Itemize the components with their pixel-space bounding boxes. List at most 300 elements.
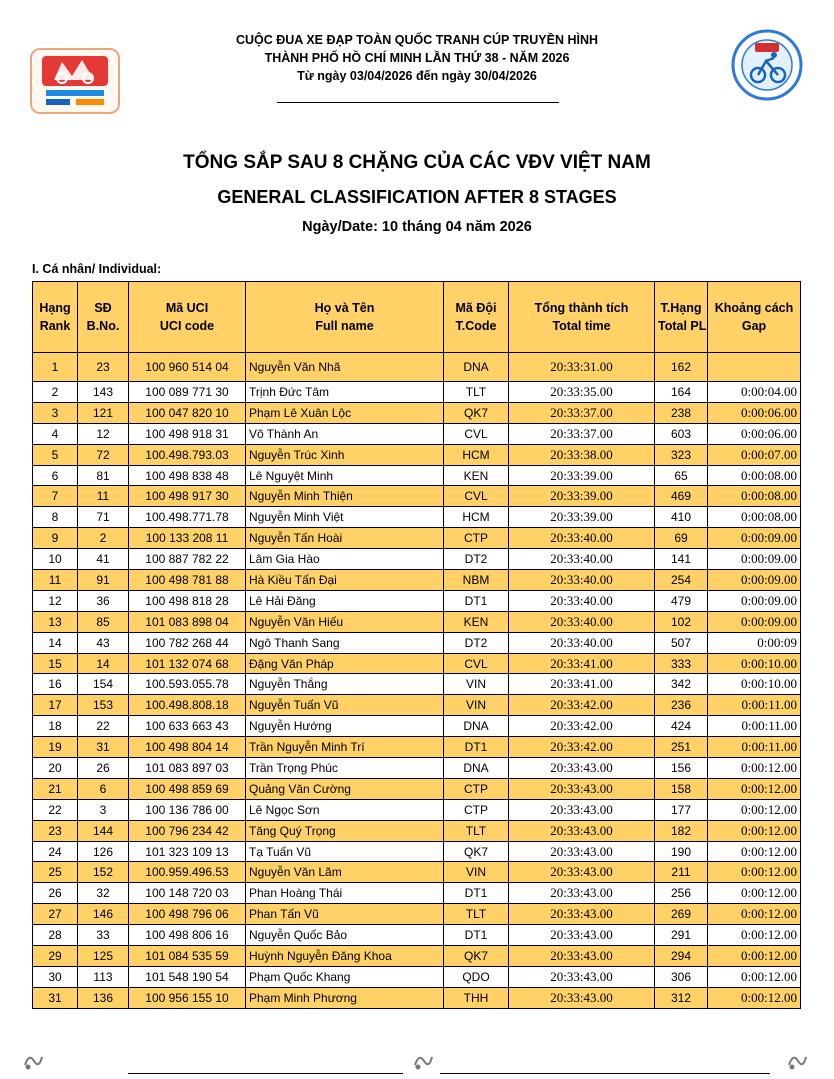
cell-total-pl: 424: [655, 716, 708, 737]
cell-uci-code: 101 083 898 04: [129, 611, 246, 632]
table-row: [33, 778, 801, 799]
cell-total-pl: 256: [655, 883, 708, 904]
cell-name: Đặng Văn Pháp: [246, 653, 444, 674]
col-team-code: Mã Đội T.Code: [444, 282, 509, 353]
cell-gap: 0:00:12.00: [708, 841, 801, 862]
cell-team: QK7: [444, 841, 509, 862]
cell-gap: 0:00:09.00: [708, 528, 801, 549]
cell-name: Nguyễn Thắng: [246, 674, 444, 695]
cell-total-pl: 294: [655, 946, 708, 967]
cell-gap: 0:00:12.00: [708, 820, 801, 841]
cell-total-pl: 158: [655, 778, 708, 799]
cell-team: DT2: [444, 632, 509, 653]
cell-bib: 11: [78, 486, 129, 507]
cell-team: CTP: [444, 799, 509, 820]
col-bib: SĐ B.No.: [78, 282, 129, 353]
cell-total-time: 20:33:40.00: [509, 570, 655, 591]
cell-uci-code: 100 498 818 28: [129, 590, 246, 611]
cell-bib: 153: [78, 695, 129, 716]
cell-uci-code: 101 084 535 59: [129, 946, 246, 967]
cell-team: DNA: [444, 716, 509, 737]
cell-uci-code: 100 796 234 42: [129, 820, 246, 841]
col-uci-code: Mã UCI UCI code: [129, 282, 246, 353]
cell-total-pl: 507: [655, 632, 708, 653]
cell-total-time: 20:33:40.00: [509, 549, 655, 570]
cell-gap: 0:00:10.00: [708, 653, 801, 674]
cell-rank: 23: [33, 820, 78, 841]
cell-name: Nguyễn Hướng: [246, 716, 444, 737]
cell-total-time: 20:33:43.00: [509, 966, 655, 987]
cell-team: TLT: [444, 820, 509, 841]
cell-gap: 0:00:12.00: [708, 925, 801, 946]
cell-name: Nguyễn Tấn Hoài: [246, 528, 444, 549]
cell-uci-code: 100 089 771 30: [129, 382, 246, 403]
table-row: [33, 987, 801, 1008]
cell-total-time: 20:33:43.00: [509, 778, 655, 799]
cell-total-time: 20:33:42.00: [509, 695, 655, 716]
cell-rank: 20: [33, 758, 78, 779]
cell-uci-code: 101 548 190 54: [129, 966, 246, 987]
cell-team: DT1: [444, 590, 509, 611]
section-label: I. Cá nhân/ Individual:: [32, 262, 162, 276]
cell-bib: 144: [78, 820, 129, 841]
cell-team: KEN: [444, 465, 509, 486]
cell-rank: 9: [33, 528, 78, 549]
cell-uci-code: 100 136 786 00: [129, 799, 246, 820]
cell-total-pl: 479: [655, 590, 708, 611]
cell-name: Lâm Gia Hào: [246, 549, 444, 570]
cell-name: Huỳnh Nguyễn Đăng Khoa: [246, 946, 444, 967]
cell-total-time: 20:33:39.00: [509, 465, 655, 486]
cell-name: Phạm Minh Phương: [246, 987, 444, 1008]
table-row: [33, 925, 801, 946]
table-row: [33, 549, 801, 570]
cell-total-pl: 312: [655, 987, 708, 1008]
cell-rank: 17: [33, 695, 78, 716]
table-row: [33, 486, 801, 507]
cell-rank: 10: [33, 549, 78, 570]
cell-bib: 33: [78, 925, 129, 946]
cell-bib: 125: [78, 946, 129, 967]
cell-uci-code: 100 633 663 43: [129, 716, 246, 737]
cell-team: CTP: [444, 528, 509, 549]
cell-gap: 0:00:11.00: [708, 737, 801, 758]
cell-gap: 0:00:09.00: [708, 549, 801, 570]
col-rank: Hạng Rank: [33, 282, 78, 353]
table-row: [33, 382, 801, 403]
cell-total-time: 20:33:43.00: [509, 904, 655, 925]
footer-logo-center: [412, 1050, 434, 1072]
cell-uci-code: 100.593.055.78: [129, 674, 246, 695]
table-row: [33, 528, 801, 549]
page-title-en: GENERAL CLASSIFICATION AFTER 8 STAGES: [217, 187, 617, 207]
cell-name: Nguyễn Tuấn Vũ: [246, 695, 444, 716]
cell-team: HCM: [444, 507, 509, 528]
table-row: [33, 353, 801, 382]
table-row: [33, 465, 801, 486]
table-row: [33, 716, 801, 737]
cell-rank: 27: [33, 904, 78, 925]
cell-rank: 22: [33, 799, 78, 820]
table-row: [33, 653, 801, 674]
cell-rank: 30: [33, 966, 78, 987]
cell-total-pl: 190: [655, 841, 708, 862]
cell-total-pl: 333: [655, 653, 708, 674]
footer-line-left: [128, 1073, 403, 1074]
table-row: [33, 590, 801, 611]
cell-team: DT1: [444, 883, 509, 904]
cell-uci-code: 100.498.793.03: [129, 444, 246, 465]
cell-team: DNA: [444, 758, 509, 779]
cell-name: Nguyễn Quốc Bảo: [246, 925, 444, 946]
cell-name: Lê Nguyệt Minh: [246, 465, 444, 486]
cell-name: Nguyễn Trúc Xinh: [246, 444, 444, 465]
cell-gap: 0:00:11.00: [708, 716, 801, 737]
cell-bib: 12: [78, 423, 129, 444]
cell-bib: 43: [78, 632, 129, 653]
cell-total-time: 20:33:42.00: [509, 716, 655, 737]
cell-bib: 126: [78, 841, 129, 862]
cell-rank: 28: [33, 925, 78, 946]
cell-total-time: 20:33:43.00: [509, 987, 655, 1008]
cell-team: DNA: [444, 353, 509, 382]
table-row: [33, 695, 801, 716]
cell-total-pl: 102: [655, 611, 708, 632]
cell-total-time: 20:33:42.00: [509, 737, 655, 758]
cell-rank: 4: [33, 423, 78, 444]
col-total-time: Tổng thành tích Total time: [509, 282, 655, 353]
cell-name: Ngô Thanh Sang: [246, 632, 444, 653]
cell-name: Hà Kiều Tấn Đại: [246, 570, 444, 591]
cell-bib: 81: [78, 465, 129, 486]
cell-team: CTP: [444, 778, 509, 799]
cell-bib: 143: [78, 382, 129, 403]
cell-total-pl: 164: [655, 382, 708, 403]
cell-name: Phan Hoàng Thái: [246, 883, 444, 904]
cell-team: VIN: [444, 674, 509, 695]
cell-gap: 0:00:10.00: [708, 674, 801, 695]
cell-uci-code: 100 960 514 04: [129, 353, 246, 382]
cell-gap: 0:00:04.00: [708, 382, 801, 403]
page-title-vi: TỔNG SẮP SAU 8 CHẶNG CỦA CÁC VĐV VIỆT NAM: [183, 152, 651, 173]
cell-bib: 6: [78, 778, 129, 799]
cell-rank: 13: [33, 611, 78, 632]
cell-total-pl: 323: [655, 444, 708, 465]
cell-gap: 0:00:12.00: [708, 904, 801, 925]
cell-team: TLT: [444, 382, 509, 403]
cell-gap: 0:00:12.00: [708, 966, 801, 987]
cell-rank: 5: [33, 444, 78, 465]
event-subtitle: THÀNH PHỐ HỒ CHÍ MINH LẦN THỨ 38 - NĂM 2026: [264, 51, 570, 65]
table-body: [33, 353, 801, 1009]
cell-total-pl: 65: [655, 465, 708, 486]
col-total-pl: T.Hạng Total PL: [655, 282, 708, 353]
cell-bib: 72: [78, 444, 129, 465]
cell-bib: 146: [78, 904, 129, 925]
cell-uci-code: 100 047 820 10: [129, 402, 246, 423]
cell-rank: 1: [33, 353, 78, 382]
cell-uci-code: 100.959.496.53: [129, 862, 246, 883]
cell-bib: 14: [78, 653, 129, 674]
cell-total-time: 20:33:41.00: [509, 674, 655, 695]
table-row: [33, 883, 801, 904]
cell-uci-code: 100 498 781 88: [129, 570, 246, 591]
table-row: [33, 444, 801, 465]
cell-total-time: 20:33:31.00: [509, 353, 655, 382]
cell-total-pl: 410: [655, 507, 708, 528]
event-dates: Từ ngày 03/04/2026 đến ngày 30/04/2026: [297, 69, 537, 83]
footer-logo-left: [22, 1050, 44, 1072]
cell-rank: 3: [33, 402, 78, 423]
table-row: [33, 674, 801, 695]
table-row: [33, 507, 801, 528]
cell-name: Tăng Quý Trọng: [246, 820, 444, 841]
cell-total-pl: 236: [655, 695, 708, 716]
cell-uci-code: 100 133 208 11: [129, 528, 246, 549]
cell-total-time: 20:33:40.00: [509, 632, 655, 653]
cell-total-time: 20:33:43.00: [509, 883, 655, 904]
cell-uci-code: 100 498 859 69: [129, 778, 246, 799]
cell-bib: 152: [78, 862, 129, 883]
cell-uci-code: 100 498 796 06: [129, 904, 246, 925]
cell-total-time: 20:33:35.00: [509, 382, 655, 403]
table-row: [33, 966, 801, 987]
cell-uci-code: 100 887 782 22: [129, 549, 246, 570]
cell-rank: 14: [33, 632, 78, 653]
cell-gap: 0:00:12.00: [708, 946, 801, 967]
cell-bib: 23: [78, 353, 129, 382]
cell-uci-code: 100.498.808.18: [129, 695, 246, 716]
cell-name: Nguyễn Văn Lãm: [246, 862, 444, 883]
cell-total-pl: 251: [655, 737, 708, 758]
cell-total-time: 20:33:43.00: [509, 820, 655, 841]
cell-gap: 0:00:12.00: [708, 862, 801, 883]
cell-total-pl: 69: [655, 528, 708, 549]
cell-total-time: 20:33:43.00: [509, 758, 655, 779]
cell-team: CVL: [444, 486, 509, 507]
cell-bib: 2: [78, 528, 129, 549]
cell-team: CVL: [444, 653, 509, 674]
cell-total-pl: 342: [655, 674, 708, 695]
cell-gap: 0:00:09.00: [708, 590, 801, 611]
cell-gap: 0:00:09.00: [708, 570, 801, 591]
cell-gap: 0:00:12.00: [708, 758, 801, 779]
cell-bib: 113: [78, 966, 129, 987]
cell-rank: 19: [33, 737, 78, 758]
header-divider: [277, 102, 559, 103]
cell-name: Trần Trọng Phúc: [246, 758, 444, 779]
cell-total-pl: 211: [655, 862, 708, 883]
cell-total-time: 20:33:43.00: [509, 799, 655, 820]
cell-bib: 32: [78, 883, 129, 904]
cell-name: Trịnh Đức Tâm: [246, 382, 444, 403]
cell-gap: 0:00:06.00: [708, 423, 801, 444]
classification-table: [32, 281, 801, 1009]
cell-bib: 71: [78, 507, 129, 528]
cell-total-time: 20:33:40.00: [509, 590, 655, 611]
cell-bib: 121: [78, 402, 129, 423]
cell-gap: 0:00:08.00: [708, 507, 801, 528]
cell-total-pl: 306: [655, 966, 708, 987]
cell-uci-code: 101 083 897 03: [129, 758, 246, 779]
cell-uci-code: 100 498 804 14: [129, 737, 246, 758]
cell-rank: 31: [33, 987, 78, 1008]
table-row: [33, 758, 801, 779]
event-title: CUỘC ĐUA XE ĐẠP TOÀN QUỐC TRANH CÚP TRUYỀN HÌNH: [235, 33, 599, 47]
cell-rank: 6: [33, 465, 78, 486]
footer-line-right: [440, 1073, 770, 1074]
cell-team: QK7: [444, 946, 509, 967]
cell-gap: 0:00:06.00: [708, 402, 801, 423]
cell-gap: 0:00:07.00: [708, 444, 801, 465]
col-full-name: Họ và Tên Full name: [246, 282, 444, 353]
cell-total-time: 20:33:37.00: [509, 423, 655, 444]
cell-total-time: 20:33:43.00: [509, 862, 655, 883]
cell-team: DT1: [444, 737, 509, 758]
cell-total-pl: 469: [655, 486, 708, 507]
cell-total-time: 20:33:41.00: [509, 653, 655, 674]
cell-uci-code: 100 498 838 48: [129, 465, 246, 486]
cell-uci-code: 101 323 109 13: [129, 841, 246, 862]
cell-uci-code: 100 498 918 31: [129, 423, 246, 444]
cell-bib: 31: [78, 737, 129, 758]
cell-total-pl: 162: [655, 353, 708, 382]
cell-team: TLT: [444, 904, 509, 925]
cell-total-time: 20:33:39.00: [509, 486, 655, 507]
cell-name: Trần Nguyễn Minh Trí: [246, 737, 444, 758]
cell-rank: 26: [33, 883, 78, 904]
table-row: [33, 570, 801, 591]
cell-rank: 12: [33, 590, 78, 611]
table-row: [33, 946, 801, 967]
cell-rank: 18: [33, 716, 78, 737]
cell-bib: 41: [78, 549, 129, 570]
cell-uci-code: 100 498 917 30: [129, 486, 246, 507]
cell-bib: 136: [78, 987, 129, 1008]
table-row: [33, 611, 801, 632]
cell-bib: 22: [78, 716, 129, 737]
cell-team: DT1: [444, 925, 509, 946]
cell-total-pl: 254: [655, 570, 708, 591]
cell-gap: 0:00:11.00: [708, 695, 801, 716]
cell-rank: 25: [33, 862, 78, 883]
cell-bib: 154: [78, 674, 129, 695]
cell-bib: 91: [78, 570, 129, 591]
cell-gap: 0:00:09: [708, 632, 801, 653]
cell-name: Võ Thành An: [246, 423, 444, 444]
table-header-row: [33, 282, 801, 353]
cell-total-pl: 141: [655, 549, 708, 570]
cell-total-time: 20:33:37.00: [509, 402, 655, 423]
cell-rank: 8: [33, 507, 78, 528]
cell-total-pl: 156: [655, 758, 708, 779]
cell-bib: 36: [78, 590, 129, 611]
table-row: [33, 862, 801, 883]
cell-rank: 11: [33, 570, 78, 591]
cell-total-pl: 603: [655, 423, 708, 444]
cell-total-time: 20:33:43.00: [509, 946, 655, 967]
footer-logo-right: [786, 1050, 808, 1072]
cell-total-time: 20:33:38.00: [509, 444, 655, 465]
cell-uci-code: 100 782 268 44: [129, 632, 246, 653]
table-row: [33, 820, 801, 841]
cell-gap: 0:00:12.00: [708, 799, 801, 820]
cell-team: QDO: [444, 966, 509, 987]
cell-name: Phạm Quốc Khang: [246, 966, 444, 987]
cell-uci-code: 100 956 155 10: [129, 987, 246, 1008]
cell-bib: 26: [78, 758, 129, 779]
cell-gap: [708, 353, 801, 382]
cell-team: NBM: [444, 570, 509, 591]
table-row: [33, 799, 801, 820]
table-row: [33, 402, 801, 423]
report-date: Ngày/Date: 10 tháng 04 năm 2026: [302, 219, 532, 235]
table-row: [33, 841, 801, 862]
cell-uci-code: 101 132 074 68: [129, 653, 246, 674]
col-gap: Khoảng cách Gap: [708, 282, 801, 353]
cell-name: Phạm Lê Xuân Lộc: [246, 402, 444, 423]
cell-total-pl: 182: [655, 820, 708, 841]
cell-name: Nguyễn Minh Thiện: [246, 486, 444, 507]
cell-name: Quảng Văn Cường: [246, 778, 444, 799]
cell-team: VIN: [444, 695, 509, 716]
cell-team: QK7: [444, 402, 509, 423]
cell-name: Lê Ngọc Sơn: [246, 799, 444, 820]
cell-team: HCM: [444, 444, 509, 465]
cell-name: Nguyễn Văn Hiếu: [246, 611, 444, 632]
cell-name: Tạ Tuấn Vũ: [246, 841, 444, 862]
cell-total-time: 20:33:40.00: [509, 528, 655, 549]
cell-total-pl: 269: [655, 904, 708, 925]
cell-team: DT2: [444, 549, 509, 570]
cell-total-time: 20:33:43.00: [509, 841, 655, 862]
cell-rank: 2: [33, 382, 78, 403]
cell-name: Phan Tấn Vũ: [246, 904, 444, 925]
cell-gap: 0:00:08.00: [708, 465, 801, 486]
cell-rank: 15: [33, 653, 78, 674]
table-row: [33, 632, 801, 653]
cell-rank: 21: [33, 778, 78, 799]
cell-team: CVL: [444, 423, 509, 444]
cell-bib: 3: [78, 799, 129, 820]
cell-total-pl: 238: [655, 402, 708, 423]
cell-total-time: 20:33:39.00: [509, 507, 655, 528]
cell-gap: 0:00:09.00: [708, 611, 801, 632]
cell-total-time: 20:33:40.00: [509, 611, 655, 632]
cell-gap: 0:00:08.00: [708, 486, 801, 507]
cell-uci-code: 100.498.771.78: [129, 507, 246, 528]
cell-rank: 16: [33, 674, 78, 695]
cell-rank: 24: [33, 841, 78, 862]
cell-team: KEN: [444, 611, 509, 632]
cell-gap: 0:00:12.00: [708, 778, 801, 799]
cell-bib: 85: [78, 611, 129, 632]
cell-name: Nguyễn Văn Nhã: [246, 353, 444, 382]
cell-uci-code: 100 148 720 03: [129, 883, 246, 904]
cell-total-pl: 291: [655, 925, 708, 946]
cell-team: VIN: [444, 862, 509, 883]
cell-gap: 0:00:12.00: [708, 987, 801, 1008]
cell-uci-code: 100 498 806 16: [129, 925, 246, 946]
cell-gap: 0:00:12.00: [708, 883, 801, 904]
cell-rank: 7: [33, 486, 78, 507]
cell-name: Nguyễn Minh Việt: [246, 507, 444, 528]
cell-name: Lê Hải Đăng: [246, 590, 444, 611]
cell-rank: 29: [33, 946, 78, 967]
table-row: [33, 423, 801, 444]
table-row: [33, 737, 801, 758]
cell-total-time: 20:33:43.00: [509, 925, 655, 946]
